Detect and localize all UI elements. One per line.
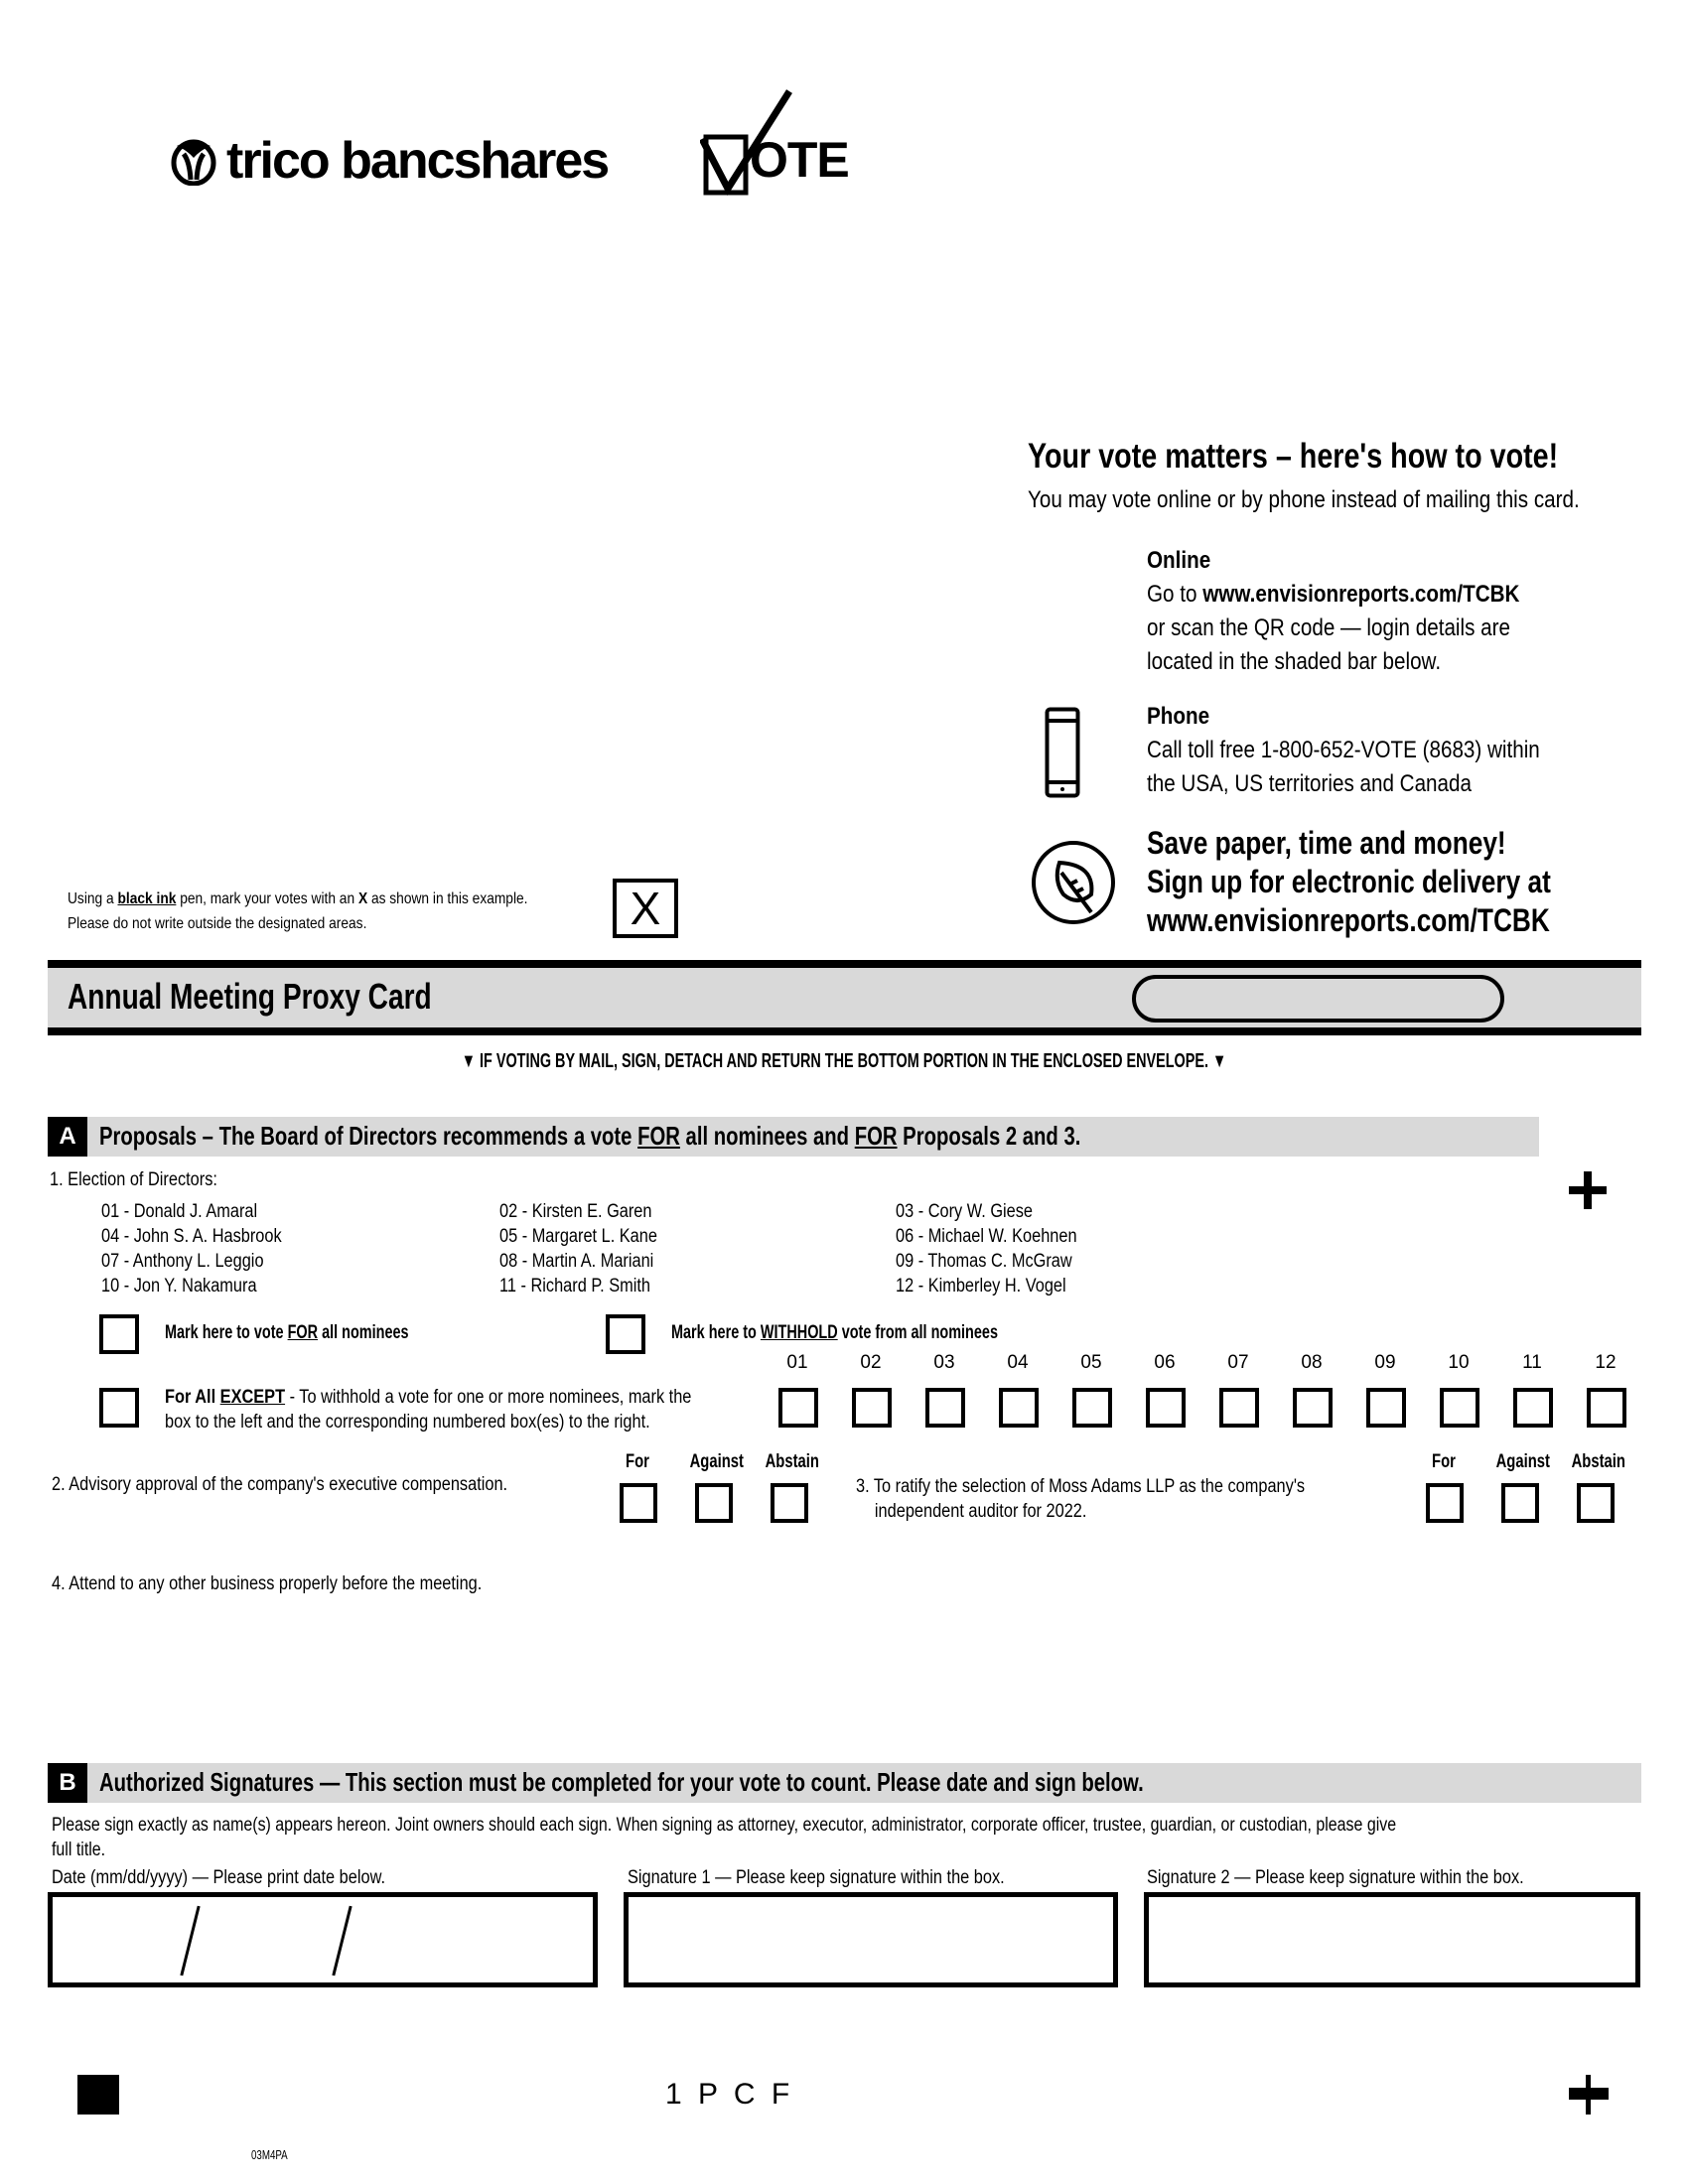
signing-instructions: Please sign exactly as name(s) appears hereon. Joint owners should each sign. When signing as attorney, executor, administrator, corporate officer, trustee, guardian, or custodian, please give full title.	[52, 1815, 1397, 1860]
vote-subline: You may vote online or by phone instead of mailing this card.	[1028, 486, 1580, 513]
section-b-letter: B	[48, 1763, 87, 1803]
nominee-04-checkbox[interactable]	[999, 1388, 1039, 1428]
edelivery-promo: Save paper, time and money! Sign up for electronic delivery at www.envisionreports.com/TCBK	[1147, 825, 1551, 938]
p2-abstain-checkbox[interactable]	[771, 1483, 808, 1523]
section-a-title: Proposals – The Board of Directors recommends a vote FOR all nominees and FOR Proposals 2 and 3.	[99, 1121, 1081, 1151]
nominee-06-checkbox[interactable]	[1146, 1388, 1186, 1428]
proxy-card-title: Annual Meeting Proxy Card	[68, 976, 432, 1017]
p3-abstain-checkbox[interactable]	[1577, 1483, 1615, 1523]
p3-against-header: Against	[1495, 1451, 1550, 1472]
registration-mark-icon	[1569, 1171, 1607, 1209]
nominee-10-checkbox[interactable]	[1440, 1388, 1479, 1428]
nominee-05-checkbox[interactable]	[1072, 1388, 1112, 1428]
p3-against-checkbox[interactable]	[1501, 1483, 1539, 1523]
signature-1-label: Signature 1 — Please keep signature within the box.	[628, 1867, 1005, 1888]
vote-for-all-label: Mark here to vote FOR all nominees	[165, 1322, 409, 1343]
nominee-08-checkbox[interactable]	[1293, 1388, 1333, 1428]
leaf-icon	[1030, 839, 1117, 926]
form-code: 1 P C F	[665, 2078, 794, 2111]
alignment-block	[77, 2075, 119, 2115]
withhold-all-label: Mark here to WITHHOLD vote from all nominees	[671, 1322, 998, 1343]
vote-headline: Your vote matters – here's how to vote!	[1028, 437, 1559, 476]
date-label: Date (mm/dd/yyyy) — Please print date below.	[52, 1867, 386, 1888]
trico-emblem-icon	[171, 136, 216, 186]
phone-number: Call toll free 1-800-652-VOTE (8683) within	[1147, 737, 1540, 763]
marking-instructions: Using a black ink pen, mark your votes with an X as shown in this example. Please do not write outside the designated areas.	[68, 890, 528, 932]
nominee-07-checkbox[interactable]	[1219, 1388, 1259, 1428]
date-input-box[interactable]	[48, 1892, 598, 1987]
nominee-column-1: 01 - Donald J. Amaral 04 - John S. A. Hasbrook 07 - Anthony L. Leggio 10 - Jon Y. Nakamura	[101, 1201, 282, 1297]
p2-abstain-header: Abstain	[765, 1451, 819, 1472]
nominee-03-checkbox[interactable]	[925, 1388, 965, 1428]
date-separator	[180, 1906, 200, 1977]
login-details-field	[1132, 975, 1504, 1023]
online-url-link[interactable]: www.envisionreports.com/TCBK	[1202, 581, 1520, 608]
company-name: trico bancshares	[226, 132, 609, 190]
form-id: 03M4PA	[251, 2147, 288, 2162]
signature-2-label: Signature 2 — Please keep signature within the box.	[1147, 1867, 1524, 1888]
nominee-column-2: 02 - Kirsten E. Garen 05 - Margaret L. Kane 08 - Martin A. Mariani 11 - Richard P. Smith	[499, 1201, 657, 1297]
date-separator	[332, 1906, 352, 1977]
registration-mark-icon	[1569, 2075, 1609, 2115]
proposal-4-label: 4. Attend to any other business properly before the meeting.	[52, 1573, 483, 1594]
nominee-09-checkbox[interactable]	[1366, 1388, 1406, 1428]
section-a-letter: A	[48, 1117, 87, 1157]
nominee-12-checkbox[interactable]	[1587, 1388, 1626, 1428]
signature-2-box[interactable]	[1144, 1892, 1640, 1987]
vote-for-all-checkbox[interactable]	[99, 1314, 139, 1354]
p2-for-checkbox[interactable]	[620, 1483, 657, 1523]
phone-icon	[1045, 707, 1080, 798]
example-marked-box: X	[613, 879, 678, 938]
online-title: Online	[1147, 547, 1211, 574]
for-all-except-label: For All EXCEPT - To withhold a vote for one or more nominees, mark the box to the left and the corresponding numbered box(es) to the right.	[165, 1387, 692, 1433]
p3-for-header: For	[1432, 1451, 1456, 1472]
signature-1-box[interactable]	[624, 1892, 1118, 1987]
mail-instruction: ▼ IF VOTING BY MAIL, SIGN, DETACH AND RETURN THE BOTTOM PORTION IN THE ENCLOSED ENVELOPE. ▼	[461, 1050, 1227, 1072]
section-b-title: Authorized Signatures — This section must be completed for your vote to count. Please date and sign below.	[99, 1767, 1144, 1797]
vote-logo-text: OTE	[750, 132, 849, 188]
p2-for-header: For	[626, 1451, 649, 1472]
edelivery-url-link[interactable]: www.envisionreports.com/TCBK	[1147, 902, 1550, 938]
nominee-11-checkbox[interactable]	[1513, 1388, 1553, 1428]
p2-against-checkbox[interactable]	[695, 1483, 733, 1523]
divider	[48, 1027, 1641, 1035]
withhold-all-checkbox[interactable]	[606, 1314, 645, 1354]
p2-against-header: Against	[689, 1451, 744, 1472]
proposal-1-label: 1. Election of Directors:	[50, 1169, 217, 1190]
vote-logo	[700, 89, 859, 204]
phone-voting-info: Phone Call toll free 1-800-652-VOTE (8683) within the USA, US territories and Canada	[1147, 700, 1557, 801]
online-voting-info: Online Go to www.envisionreports.com/TCBK or scan the QR code — login details are located in the shaded bar below.	[1147, 544, 1557, 679]
nominee-column-3: 03 - Cory W. Giese 06 - Michael W. Koehnen 09 - Thomas C. McGraw 12 - Kimberley H. Vogel	[896, 1201, 1077, 1297]
p3-for-checkbox[interactable]	[1426, 1483, 1464, 1523]
phone-title: Phone	[1147, 703, 1210, 730]
nominee-02-checkbox[interactable]	[852, 1388, 892, 1428]
nominee-01-checkbox[interactable]	[778, 1388, 818, 1428]
proposal-3-label: 3. To ratify the selection of Moss Adams LLP as the company's independent auditor for 2022.	[856, 1476, 1306, 1522]
divider	[48, 960, 1641, 968]
for-all-except-checkbox[interactable]	[99, 1388, 139, 1428]
company-logo	[171, 131, 608, 191]
p3-abstain-header: Abstain	[1571, 1451, 1625, 1472]
proposal-2-label: 2. Advisory approval of the company's executive compensation.	[52, 1474, 508, 1495]
